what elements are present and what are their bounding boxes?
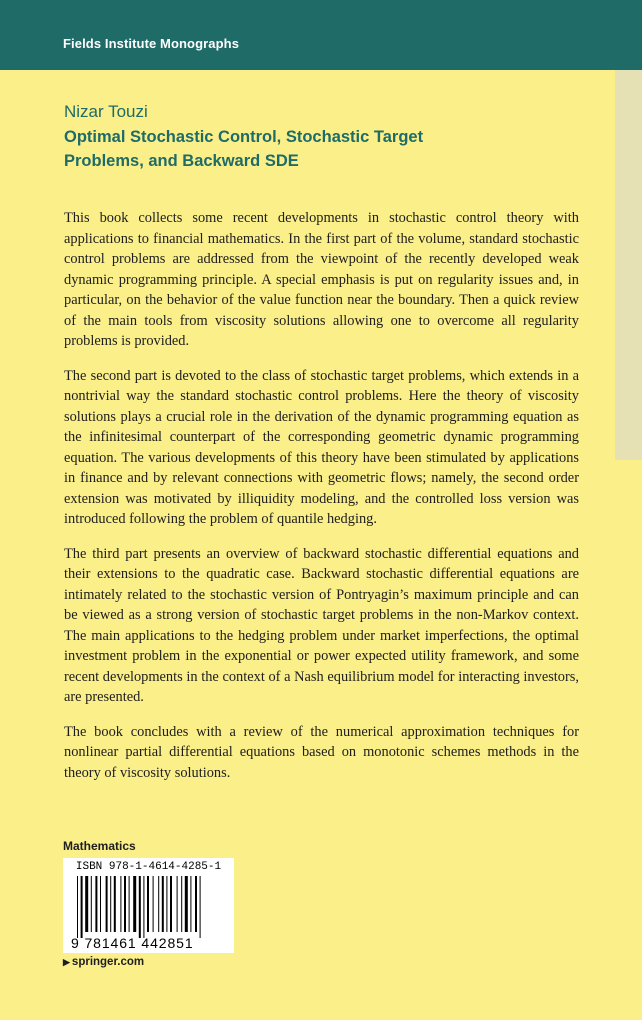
book-title: Optimal Stochastic Control, Stochastic Target Problems, and Backward SDE [64,128,424,170]
publisher-url: springer.com [71,956,145,968]
barcode-bar [95,876,97,932]
blurb-text [64,208,579,797]
barcode-bar [91,876,92,932]
barcode-bar [100,876,101,932]
blurb-paragraph: This book collects some recent developments in stochastic control theory with applications to financial mathematics. In the first part of the volume, standard stochastic control problems are addressed from the viewpoint of the recently developed weak dynamic programming principle. A special emphasis is put on regularity issues and, in particular, on the behavior of the value function near the boundary. Then a quick review of the main tools from viscosity solutions allowing one to overcome all regularity problems is provided. [64,210,579,349]
barcode-bar [181,876,182,932]
arrow-right-icon: ▶ [63,957,70,967]
author-name: Nizar Touzi [64,102,148,121]
publisher-link[interactable] [63,956,144,968]
blurb-paragraph: The second part is devoted to the class of stochastic target problems, which extends in a nontrivial way the standard stochastic control problems. Here the theory of viscosity solutions plays a crucial role in the derivation of the dynamic programming equation as the infinitesimal counterpart of the corresponding geometric dynamic programming equation. The various developments of this theory have been stimulated by applications in finance and by relevant connections with geometric flows; namely, the second order extension was motivated by illiquidity modeling, and the controlled loss version was introduced following the problem of quantile hedging. [64,367,579,527]
barcode-bar [81,876,83,938]
barcode-bar [85,876,88,932]
barcode-bar [162,876,164,932]
barcode-bar [153,876,154,932]
barcode-bar [114,876,116,932]
barcode-bar [158,876,159,932]
barcode-bar [190,876,191,932]
blurb-paragraph: The third part presents an overview of backward stochastic differential equations and their extensions to the quadratic case. Backward stochastic differential equations are intimately related to the stochastic version of Pontryagin’s maximum principle and can be viewed as a strong version of stochastic target problems in the non-Markov context. The main applications to the hedging problem under market imperfections, the optimal investment problem in the exponential or power expected utility framework, and some recent developments in the context of a Nash equilibrium model for interacting investors, are presented. [64,545,579,705]
barcode-bar [195,876,197,932]
subject-label: Mathematics [63,839,136,853]
barcode-bar [110,876,111,932]
barcode-bar [170,876,172,932]
barcode-bar [124,876,126,932]
barcode-bar [129,876,130,932]
barcode-bar [77,876,78,938]
barcode-bar [147,876,149,932]
isbn-barcode [63,858,234,953]
series-name: Fields Institute Monographs [63,36,240,51]
barcode-bar [185,876,188,932]
barcode-bar [200,876,201,938]
barcode-bar [133,876,136,932]
barcode-bar [139,876,141,938]
barcode-digits: 9 781461 442851 [71,935,194,951]
blurb-paragraph: The book concludes with a review of the numerical approximation techniques for nonlinear partial differential equations based on monotonic schemes methods in the theory of viscosity solutions. [64,723,579,781]
spine-strip [615,70,642,460]
isbn-label: ISBN 978-1-4614-4285-1 [75,861,222,873]
barcode-bar [177,876,178,932]
barcode-bar [106,876,108,932]
barcode-bar [120,876,121,932]
barcode-bar [143,876,144,938]
series-header-band [0,0,642,70]
barcode-bar [166,876,167,932]
